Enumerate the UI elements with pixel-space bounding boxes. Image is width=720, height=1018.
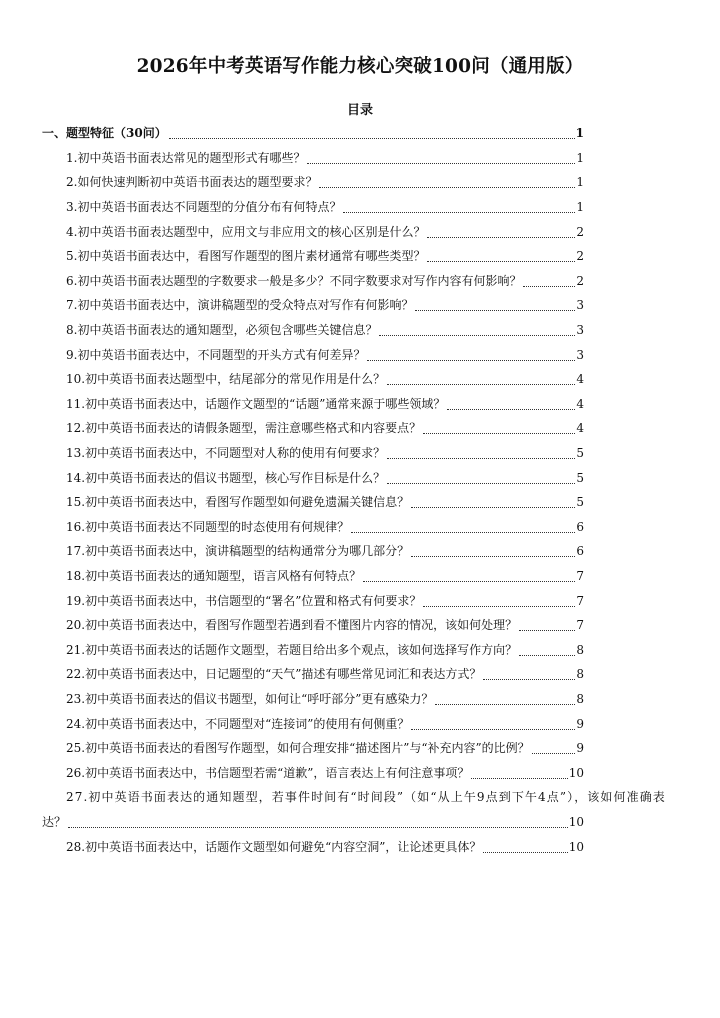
toc-entry[interactable] [0,736,720,761]
toc-entry[interactable] [0,318,720,343]
toc-page-number: 9 [576,716,584,731]
toc-entry[interactable] [0,416,720,441]
toc-entry[interactable] [0,367,720,392]
toc-item-list [0,146,720,785]
toc-page-number: 8 [576,691,584,706]
toc-page-number: 7 [576,618,584,633]
toc-section-entry[interactable] [0,121,720,146]
dot-leader [68,818,568,828]
dot-leader [423,424,575,434]
dot-leader [367,351,575,361]
toc-entry-label: 18.初中英语书面表达的通知题型，语言风格有何特点？ [66,568,362,583]
dot-leader [411,498,575,508]
dot-leader [379,326,575,336]
toc-entry[interactable] [0,269,720,294]
toc-page-number: 1 [576,175,584,190]
dot-leader [447,400,575,410]
dot-leader [523,277,575,287]
toc-entry-label: 19.初中英语书面表达中，书信题型的“署名”位置和格式有何要求？ [66,593,422,608]
toc-entry-label: 1.初中英语书面表达常见的题型形式有哪些？ [66,150,306,165]
dot-leader [307,154,575,164]
toc-entry[interactable] [0,588,720,613]
toc-entry-wrapped-line1[interactable] [0,785,720,810]
dot-leader [387,474,575,484]
toc-entry[interactable] [0,662,720,687]
dot-leader [423,597,575,607]
toc-entry[interactable] [0,342,720,367]
toc-page-number: 9 [576,741,584,756]
toc-entry-label: 6.初中英语书面表达题型的字数要求一般是多少？不同字数要求对写作内容有何影响？ [66,273,522,288]
toc-page-number: 1 [575,126,584,141]
toc-page-number: 10 [568,765,584,780]
dot-leader [483,670,575,680]
toc-entry-label: 9.初中英语书面表达中，不同题型的开头方式有何差异？ [66,347,366,362]
toc-page-number: 4 [576,396,584,411]
toc-entry[interactable] [0,465,720,490]
dot-leader [415,301,575,311]
toc-entry-label: 16.初中英语书面表达不同题型的时态使用有何规律？ [66,519,350,534]
toc-entry[interactable] [0,195,720,220]
toc-page-number: 5 [576,495,584,510]
dot-leader [483,843,567,853]
toc-entry[interactable] [0,515,720,540]
toc-entry-label: 3.初中英语书面表达不同题型的分值分布有何特点？ [66,200,342,215]
toc-page-number: 4 [576,372,584,387]
toc-entry-label: 23.初中英语书面表达的倡议书题型，如何让“呼吁部分”更有感染力？ [66,691,434,706]
dot-leader [427,252,575,262]
dot-leader [519,646,575,656]
toc-entry-label: 10.初中英语书面表达题型中，结尾部分的常见作用是什么？ [66,372,386,387]
toc-entry-label: 20.初中英语书面表达中，看图写作题型若遇到看不懂图片内容的情况，该如何处理？ [66,618,518,633]
toc-entry-label: 24.初中英语书面表达中，不同题型对“连接词”的使用有何侧重？ [66,716,410,731]
toc-entry-label: 28.初中英语书面表达中，话题作文题型如何避免“内容空洞”，让论述更具体？ [66,839,482,854]
dot-leader [343,203,575,213]
dot-leader [411,720,575,730]
toc-entry-label: 11.初中英语书面表达中，话题作文题型的“话题”通常来源于哪些领域？ [66,396,446,411]
dot-leader [169,129,575,139]
toc-page-number: 6 [576,544,584,559]
dot-leader [319,178,575,188]
toc-entry[interactable] [0,687,720,712]
dot-leader [411,547,575,557]
toc-page-number: 2 [576,273,584,288]
toc-entry[interactable] [0,293,720,318]
toc-page-number: 3 [576,347,584,362]
toc-entry[interactable] [0,711,720,736]
toc-entry[interactable] [0,564,720,589]
toc-entry[interactable] [0,441,720,466]
toc-page-number: 8 [576,667,584,682]
toc-entry[interactable] [0,637,720,662]
toc-page-number: 4 [576,421,584,436]
toc-section-label: 一、题型特征（30问） [42,126,167,141]
toc-entry-label: 26.初中英语书面表达中，书信题型若需“道歉”，语言表达上有何注意事项？ [66,765,470,780]
toc-entry[interactable] [0,834,720,859]
toc-page-number: 5 [576,470,584,485]
toc-page-number: 3 [576,298,584,313]
toc-entry-label: 2.如何快速判断初中英语书面表达的题型要求？ [66,175,318,190]
toc-heading: 目录 [346,103,373,118]
dot-leader [387,449,575,459]
toc-page-number: 10 [568,814,584,829]
toc-entry-label: 8.初中英语书面表达的通知题型，必须包含哪些关键信息？ [66,323,378,338]
dot-leader [435,695,575,705]
toc-entry[interactable] [0,244,720,269]
toc-page-number: 2 [576,249,584,264]
toc-entry-label: 7.初中英语书面表达中，演讲稿题型的受众特点对写作有何影响？ [66,298,414,313]
toc-entry-label: 17.初中英语书面表达中，演讲稿题型的结构通常分为哪几部分？ [66,544,410,559]
toc-page-number: 10 [568,839,584,854]
toc-page-number: 1 [576,150,584,165]
toc-page-number: 3 [576,323,584,338]
dot-leader [427,228,575,238]
dot-leader [387,375,575,385]
toc-entry-label: 12.初中英语书面表达的请假条题型，需注意哪些格式和内容要点？ [66,421,422,436]
toc-page-number: 7 [576,593,584,608]
dot-leader [532,744,576,754]
document-title: 2026年中考英语写作能力核心突破100问（通用版） [136,56,584,77]
toc-entry-label: 22.初中英语书面表达中，日记题型的“天气”描述有哪些常见词汇和表达方式？ [66,667,482,682]
toc-entry[interactable] [0,146,720,171]
toc-entry[interactable] [0,490,720,515]
dot-leader [351,523,575,533]
toc-entry[interactable] [0,219,720,244]
toc-entry-label: 15.初中英语书面表达中，看图写作题型如何避免遗漏关键信息？ [66,495,410,510]
toc-entry[interactable] [0,392,720,417]
toc-page-number: 2 [576,224,584,239]
toc-entry-wrapped-line2[interactable] [0,810,720,835]
table-of-contents [0,121,720,859]
toc-page-number: 8 [576,642,584,657]
toc-entry-label-continued: 达？ [42,814,67,829]
toc-entry-label: 4.初中英语书面表达题型中，应用文与非应用文的核心区别是什么？ [66,224,426,239]
toc-entry[interactable] [0,539,720,564]
dot-leader [363,572,575,582]
toc-page-number: 6 [576,519,584,534]
toc-page-number: 1 [576,200,584,215]
toc-entry-label: 13.初中英语书面表达中，不同题型对人称的使用有何要求？ [66,446,386,461]
dot-leader [471,769,567,779]
toc-entry[interactable] [0,613,720,638]
toc-entry[interactable] [0,760,720,785]
toc-page-number: 7 [576,568,584,583]
toc-entry[interactable] [0,170,720,195]
toc-entry-label: 14.初中英语书面表达的倡议书题型，核心写作目标是什么？ [66,470,386,485]
toc-entry-label: 5.初中英语书面表达中，看图写作题型的图片素材通常有哪些类型？ [66,249,426,264]
toc-entry-label: 27.初中英语书面表达的通知题型，若事件时间有“时间段”（如“从上午9点到下午4点”），该如何准确表 [66,790,666,805]
dot-leader [519,621,575,631]
toc-page-number: 5 [576,446,584,461]
toc-entry-label: 21.初中英语书面表达的话题作文题型，若题目给出多个观点，该如何选择写作方向？ [66,642,518,657]
toc-entry-label: 25.初中英语书面表达的看图写作题型，如何合理安排“描述图片”与“补充内容”的比例？ [66,741,530,756]
